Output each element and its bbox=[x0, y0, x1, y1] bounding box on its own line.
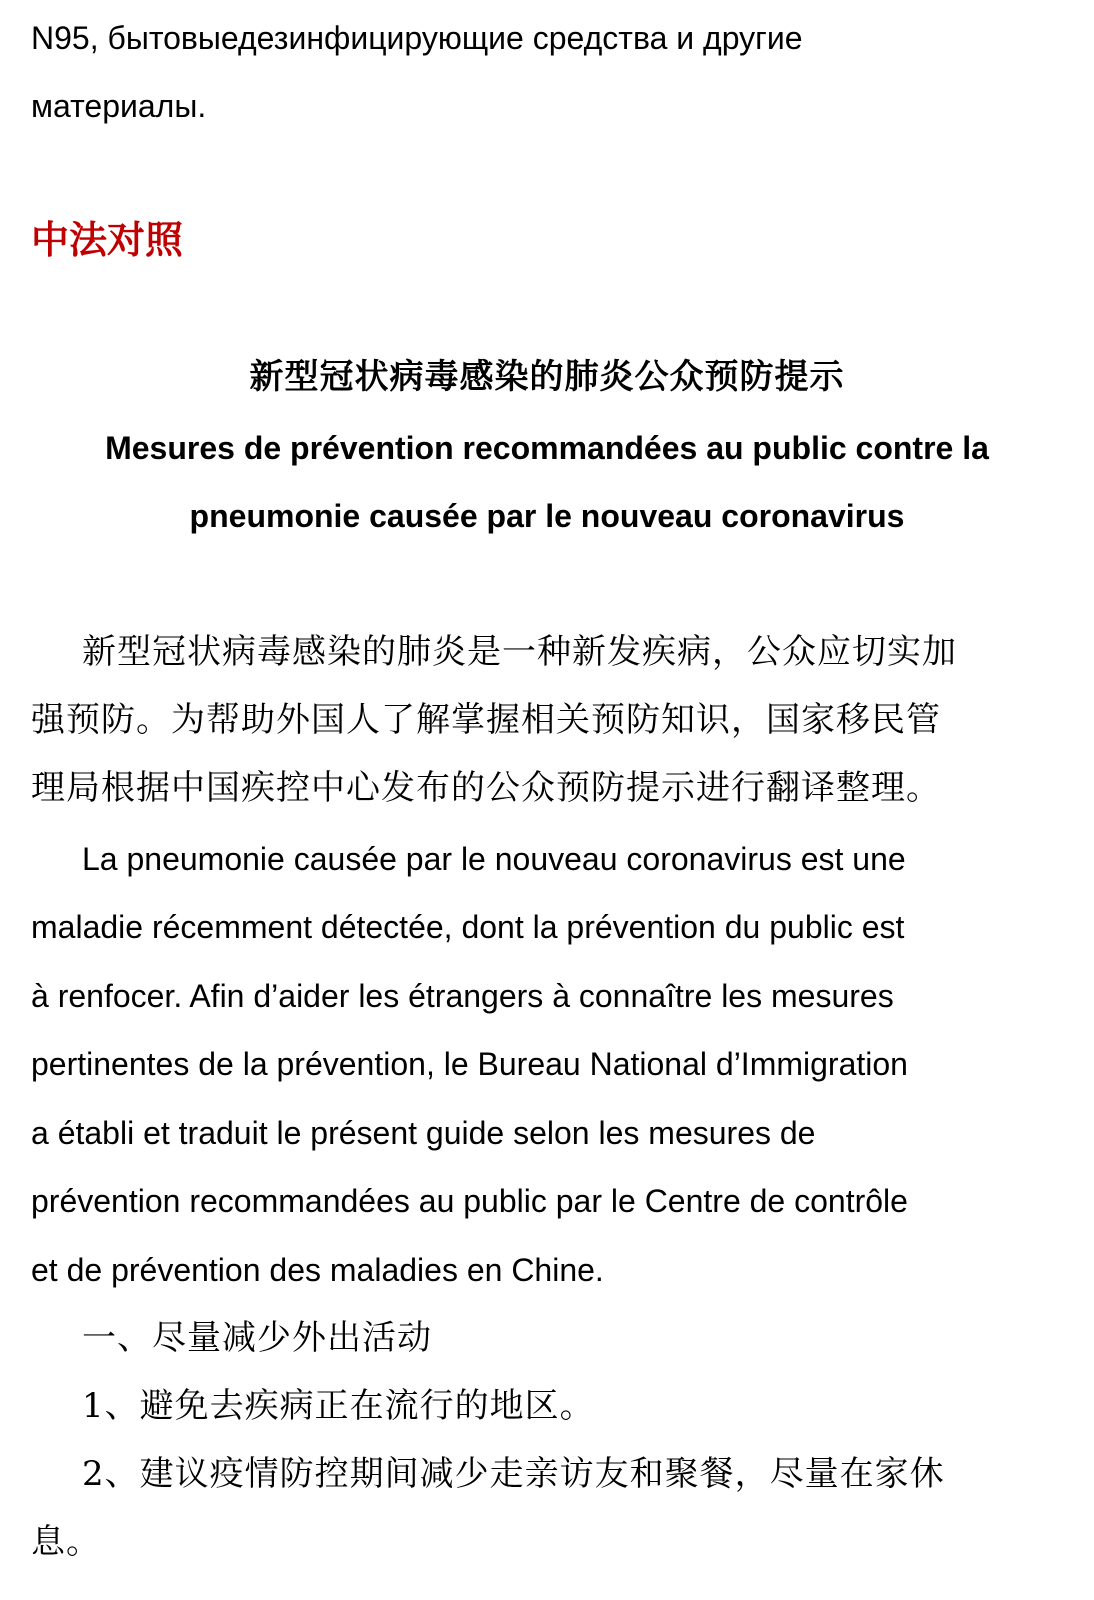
para-fr-line-5: a établi et traduit le présent guide selon les mesures de bbox=[31, 1115, 816, 1151]
section-label: 中法对照 bbox=[31, 217, 184, 262]
para-zh-line-2: 强预防。为帮助外国人了解掌握相关预防知识，国家移民管 bbox=[31, 700, 941, 740]
title-french-line-2: pneumonie causée par le nouveau coronavirus bbox=[189, 498, 905, 534]
para-fr-line-4: pertinentes de la prévention, le Bureau National d’Immigration bbox=[31, 1046, 908, 1082]
title-chinese: 新型冠状病毒感染的肺炎公众预防提示 bbox=[249, 357, 845, 397]
para-zh-line-1: 新型冠状病毒感染的肺炎是一种新发疾病，公众应切实加 bbox=[82, 632, 957, 672]
para-fr-line-7: et de prévention des maladies en Chine. bbox=[31, 1252, 604, 1288]
para-fr-line-3: à renfocer. Afin d’aider les étrangers à connaître les mesures bbox=[31, 978, 894, 1014]
para-fr-line-2: maladie récemment détectée, dont la prévention du public est bbox=[31, 909, 905, 945]
intro-line-1: N95, бытовыедезинфицирующие средства и другие bbox=[31, 20, 803, 56]
section1-heading: 一、尽量减少外出活动 bbox=[82, 1318, 432, 1358]
para-fr-line-1: La pneumonie causée par le nouveau coronavirus est une bbox=[82, 841, 906, 877]
section1-item-2-line-2: 息。 bbox=[31, 1522, 101, 1562]
title-french-line-1: Mesures de prévention recommandées au public contre la bbox=[105, 430, 989, 466]
intro-line-2: материалы. bbox=[31, 88, 207, 124]
section1-item-1: 1、避免去疾病正在流行的地区。 bbox=[82, 1386, 595, 1426]
section1-item-2-line-1: 2、建议疫情防控期间减少走亲访友和聚餐，尽量在家休 bbox=[82, 1454, 945, 1494]
para-zh-line-3: 理局根据中国疾控中心发布的公众预防提示进行翻译整理。 bbox=[31, 768, 941, 808]
para-fr-line-6: prévention recommandées au public par le Centre de contrôle bbox=[31, 1183, 908, 1219]
